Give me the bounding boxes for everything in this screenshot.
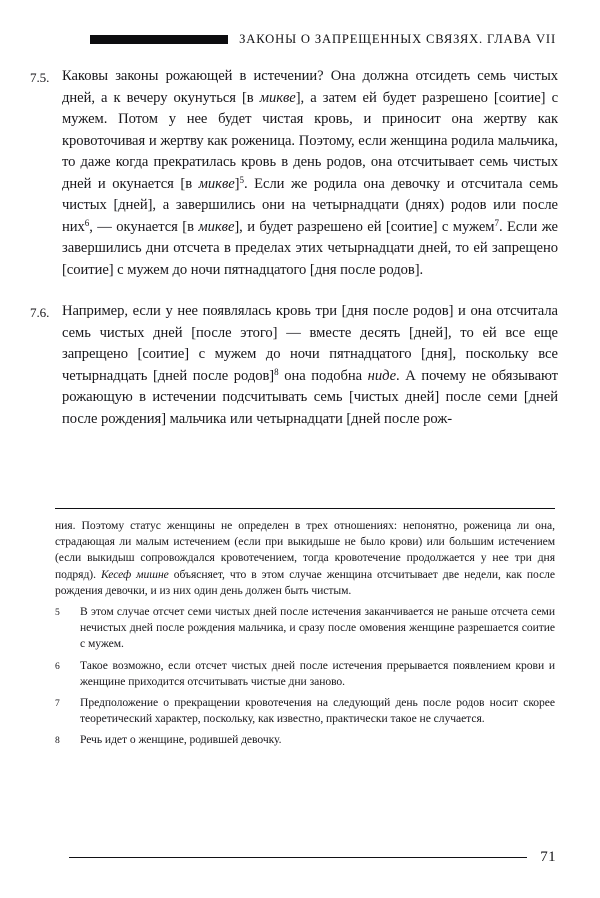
footnote-number: 7 [55, 698, 60, 710]
section-paragraph: Каковы законы рожающей в истечении? Она должна отсидеть семь чистых дней, а к вечеру окунуться [в микве], а затем ей будет разрешено [соитие] с мужем. Потом у нее будет чистая кровь, и приносит она жертву как кровоточивая и жертву как роженица. Поэтому, если женщина родила мальчика, то даже когда прекратилась кровь в день родов, она отсчитывает семь чистых дней и окунается [в микве]$^5$. Если же родила она девочку и отсчитала семь чистых [дней], а завершились они на четырнадцати (днях) родов или после них$^6$, — окунается [в микве], и будет разрешено ей [соитие] с мужем$^7$. Если же завершились дни отсчета в пределах этих четырнадцати дней, то ей запрещено [соитие] с мужем до ночи пятнадцатого [дня после родов]. [62, 68, 558, 278]
footnote-text: Такое возможно, если отсчет чистых дней после истечения прерывается появлением крови и женщине приходится отсчитывать чистые дни заново. [80, 658, 555, 688]
footnote-continued-text: ния. Поэтому статус женщины не определен в трех отношениях: непонятно, роженица ли она, страдающая ли малым истечением (если при выкидыше не было крови) или большим истечением (если выкидыш сопровождался кровотечением, тогда кровотечение продолжается у нее три дня подряд). Кесеф мишне объясняет, что в этом случае женщина отсчитывает две недели, как после рождения девочки, и из них один день должен быть чистым. [55, 519, 555, 597]
section-block [30, 66, 558, 281]
footnote-number: 8 [55, 735, 60, 747]
footnote-area [0, 508, 600, 750]
footnote-separator-rule [55, 508, 555, 509]
footnote-item [55, 658, 555, 690]
page-footer [0, 849, 600, 866]
section-paragraph: Например, если у нее появлялась кровь три [дня после родов] и она отсчитала семь чистых дней [после этого] — вместе десять [дней], то ей все еще запрещено [соитие] с мужем до ночи пятнадцатого [дня], поскольку все четырнадцать [дней после родов]$^8$ она подобна ниде. А почему не обязывают рожающую в истечении подсчитывать семь [чистых дней] после семи [дней после рождения] мальчика или четырнадцати [дней после рож- [62, 303, 558, 427]
section-block [30, 301, 558, 430]
footnote-number: 5 [55, 607, 60, 619]
running-head-title: ЗАКОНЫ О ЗАПРЕЩЕННЫХ СВЯЗЯХ. ГЛАВА VII [239, 31, 556, 46]
footnote-text: В этом случае отсчет семи чистых дней после истечения заканчивается не раньше отсчета семи нечистых дней после рождения мальчика, и сразу после омовения женщине разрешается соитие с мужем. [80, 605, 555, 651]
body-text-area [0, 66, 600, 450]
running-head-rule [90, 35, 228, 44]
running-head [0, 28, 600, 50]
footnote-text: Речь идет о женщине, родившей девочку. [80, 733, 282, 747]
footer-rule [69, 857, 527, 858]
footnote-number: 6 [55, 660, 60, 672]
section-number: 7.5. [30, 70, 50, 85]
footnote-item [55, 604, 555, 653]
page-number: 71 [540, 849, 556, 865]
section-number: 7.6. [30, 305, 50, 320]
footnote-text: Предположение о прекращении кровотечения на следующий день после родов носит скорее теоретический характер, поскольку, как известно, практически такое не случается. [80, 696, 555, 726]
footnote-item [55, 732, 555, 749]
footnote-item [55, 695, 555, 727]
